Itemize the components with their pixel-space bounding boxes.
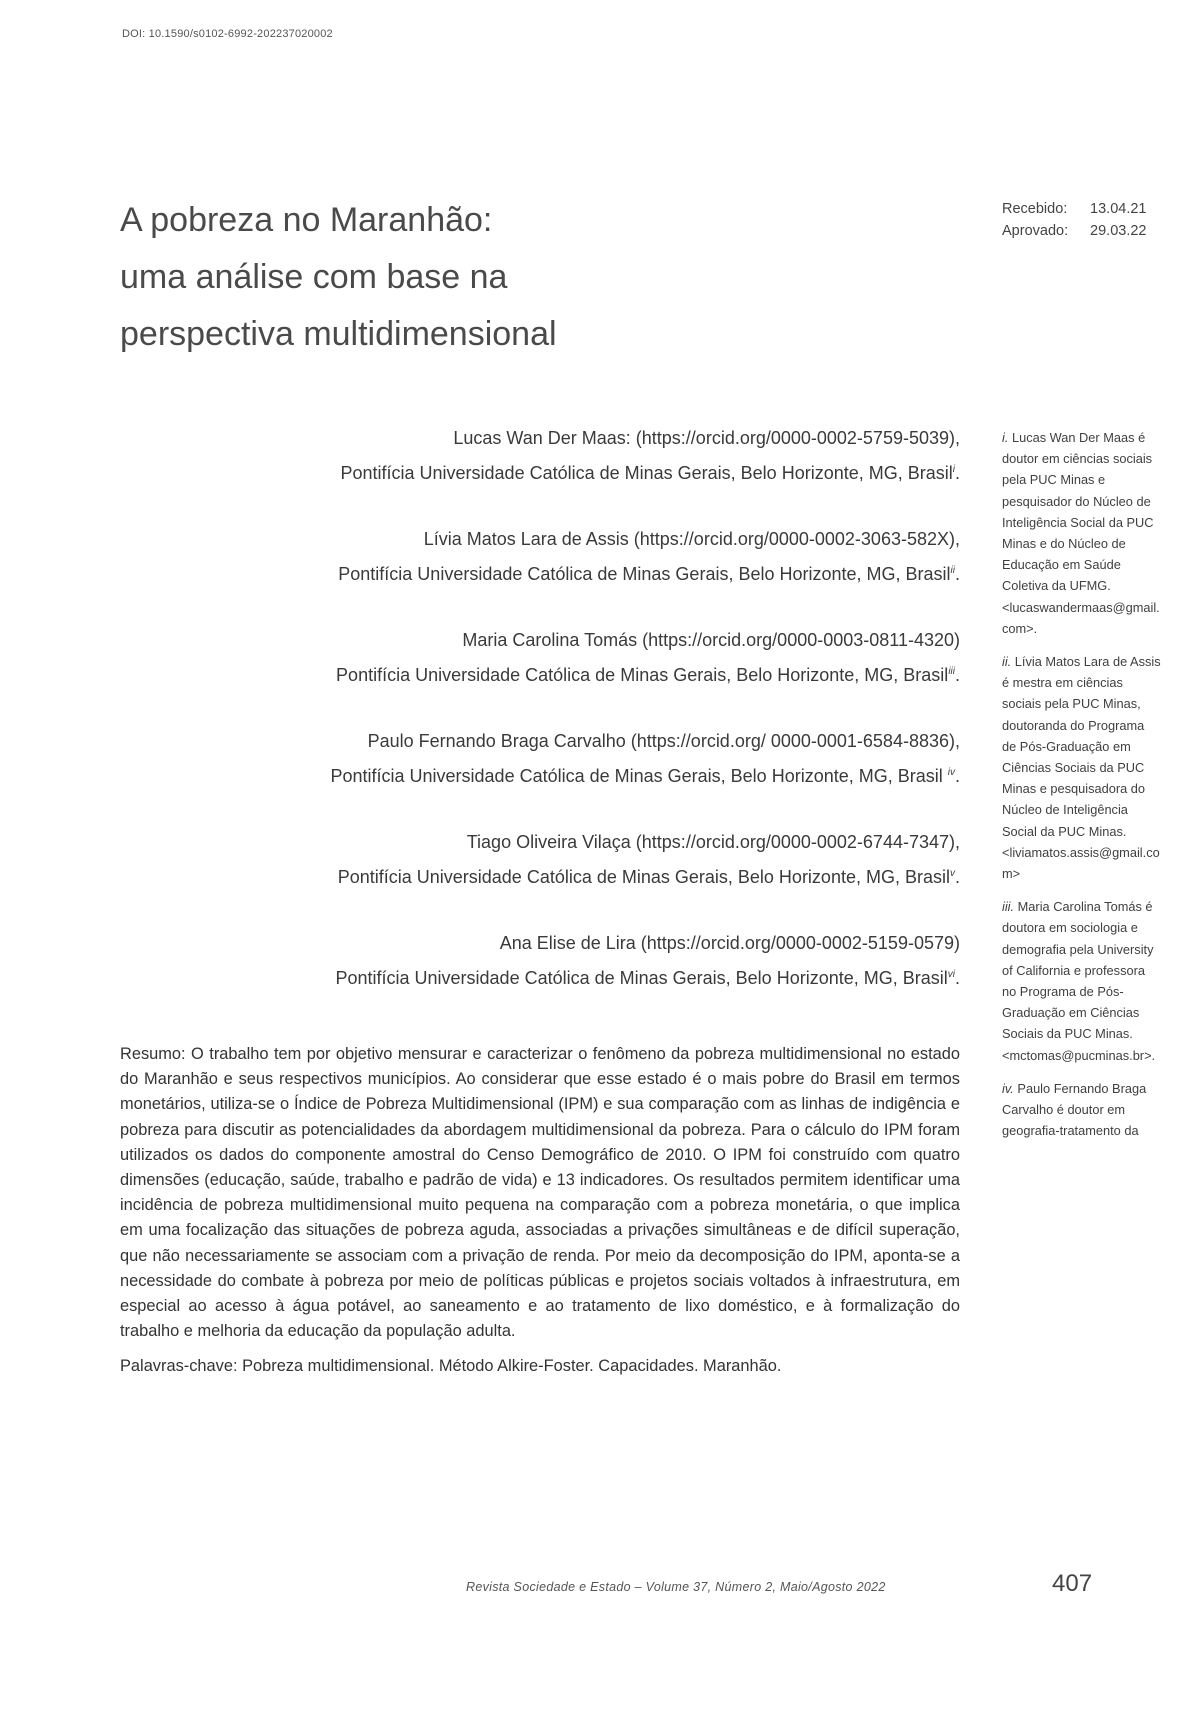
journal-footer: Revista Sociedade e Estado – Volume 37, Número 2, Maio/Agosto 2022 [466, 1580, 886, 1594]
author-affiliation: Pontifícia Universidade Católica de Minas Gerais, Belo Horizonte, MG, Brasil$^{iii}$. [336, 665, 960, 685]
author-name-orcid: Paulo Fernando Braga Carvalho (https://orcid.org/ 0000-0001-6584-8836), [367, 731, 960, 751]
author-name-orcid: Ana Elise de Lira (https://orcid.org/0000-0002-5159-0579) [499, 933, 960, 953]
author-list [140, 422, 960, 1028]
author-entry [140, 927, 960, 994]
received-value: 13.04.21 [1090, 201, 1147, 217]
footnote-text: Lívia Matos Lara de Assis é mestra em ciências sociais pela PUC Minas, doutoranda do Programa de Pós-Graduação em Ciências Sociais da PUC Minas e pesquisadora do Núcleo de Inteligência Social da PUC Minas. <liviamatos.assis@gmail.com> [1002, 654, 1161, 882]
footnote [1002, 427, 1162, 639]
doi: DOI: 10.1590/s0102-6992-202237020002 [122, 28, 333, 40]
author-name-orcid: Lívia Matos Lara de Assis (https://orcid.org/0000-0002-3063-582X), [423, 529, 960, 549]
author-footnotes [1002, 427, 1162, 1437]
author-affiliation: Pontifícia Universidade Católica de Minas Gerais, Belo Horizonte, MG, Brasil$^v$. [337, 867, 960, 887]
keywords: Palavras-chave: Pobreza multidimensional. Método Alkire-Foster. Capacidades. Maranhão. [120, 1357, 782, 1376]
author-affiliation: Pontifícia Universidade Católica de Minas Gerais, Belo Horizonte, MG, Brasil $^{iv}$. [330, 766, 960, 786]
footnote [1002, 651, 1162, 884]
footnote-mark: v [949, 868, 955, 879]
footnote-mark: iii [948, 666, 955, 677]
footnote-mark: i [952, 464, 955, 475]
author-name-orcid: Tiago Oliveira Vilaça (https://orcid.org/0000-0002-6744-7347), [466, 832, 960, 852]
author-entry [140, 422, 960, 489]
author-entry [140, 725, 960, 792]
author-affiliation: Pontifícia Universidade Católica de Minas Gerais, Belo Horizonte, MG, Brasil$^{ii}$. [338, 564, 960, 584]
title-line-1: A pobreza no Maranhão: [120, 201, 493, 239]
author-affiliation: Pontifícia Universidade Católica de Minas Gerais, Belo Horizonte, MG, Brasil$^i$. [340, 463, 960, 483]
footnote-text: Maria Carolina Tomás é doutora em sociologia e demografia pela University of California e professora no Programa de Pós-Graduação em Ciências Sociais da PUC Minas. <mctomas@pucminas.br>. [1002, 899, 1156, 1063]
author-name-orcid: Maria Carolina Tomás (https://orcid.org/0000-0003-0811-4320) [462, 630, 960, 650]
approved-row [1002, 220, 1146, 242]
author-name-orcid: Lucas Wan Der Maas: (https://orcid.org/0000-0002-5759-5039), [453, 428, 960, 448]
abstract-text: Resumo: O trabalho tem por objetivo mensurar e caracterizar o fenômeno da pobreza multidimensional no estado do Maranhão e seus respectivos municípios. Ao considerar que esse estado é o mais pobre do Brasil em termos monetários, utiliza-se o Índice de Pobreza Multidimensional (IPM) e sua comparação com as linhas de indigência e pobreza para discutir as potencialidades da abordagem multidimensional da pobreza. Para o cálculo do IPM foram utilizados os dados do componente amostral do Censo Demográfico de 2010. O IPM foi construído com quatro dimensões (educação, saúde, trabalho e padrão de vida) e 13 indicadores. Os resultados permitem identificar uma incidência de pobreza multidimensional muito pequena na comparação com a pobreza monetária, o que implica em uma focalização das situações de pobreza aguda, associadas a privações simultâneas e de difícil superação, que não necessariamente se associam com a privação de renda. Por meio da decomposição do IPM, aponta-se a necessidade do combate à pobreza por meio de políticas públicas e projetos sociais voltados à infraestrutura, em especial ao acesso à água potável, ao saneamento e ao tratamento de lixo doméstico, e à formalização do trabalho e melhoria da educação da população adulta. [120, 1045, 960, 1341]
footnote [1002, 1078, 1162, 1142]
footnote-text: Lucas Wan Der Maas é doutor em ciências sociais pela PUC Minas e pesquisador do Núcleo de Inteligência Social da PUC Minas e do Núcleo de Educação em Saúde Coletiva da UFMG. <lucaswandermaas@gmail.com>. [1002, 430, 1160, 636]
approved-label: Aprovado: [1002, 223, 1069, 239]
page-number: 407 [1052, 1570, 1093, 1597]
approved-value: 29.03.22 [1090, 223, 1147, 239]
footnote-text: Paulo Fernando Braga Carvalho é doutor em geografia-tratamento da [1002, 1080, 1147, 1139]
footnote-mark: iv [947, 767, 955, 778]
author-affiliation: Pontifícia Universidade Católica de Minas Gerais, Belo Horizonte, MG, Brasil$^{vi}$. [335, 968, 960, 988]
footnote-number: iv. [1002, 1080, 1014, 1096]
footnote-number: ii. [1002, 654, 1012, 670]
author-entry [140, 826, 960, 893]
title-line-3: perspectiva multidimensional [120, 315, 557, 353]
author-entry [140, 523, 960, 590]
footnote-mark: vi [947, 969, 955, 980]
title-line-2: uma análise com base na [120, 258, 508, 296]
abstract-section [120, 1042, 960, 1390]
article-title [120, 192, 840, 363]
footnote [1002, 896, 1162, 1066]
submission-dates [1002, 198, 1146, 242]
footnote-number: iii. [1002, 899, 1015, 915]
footnote-number: i. [1002, 430, 1009, 445]
received-label: Recebido: [1002, 201, 1068, 217]
author-entry [140, 624, 960, 691]
received-row [1002, 198, 1146, 220]
footnote-mark: ii [950, 565, 955, 576]
